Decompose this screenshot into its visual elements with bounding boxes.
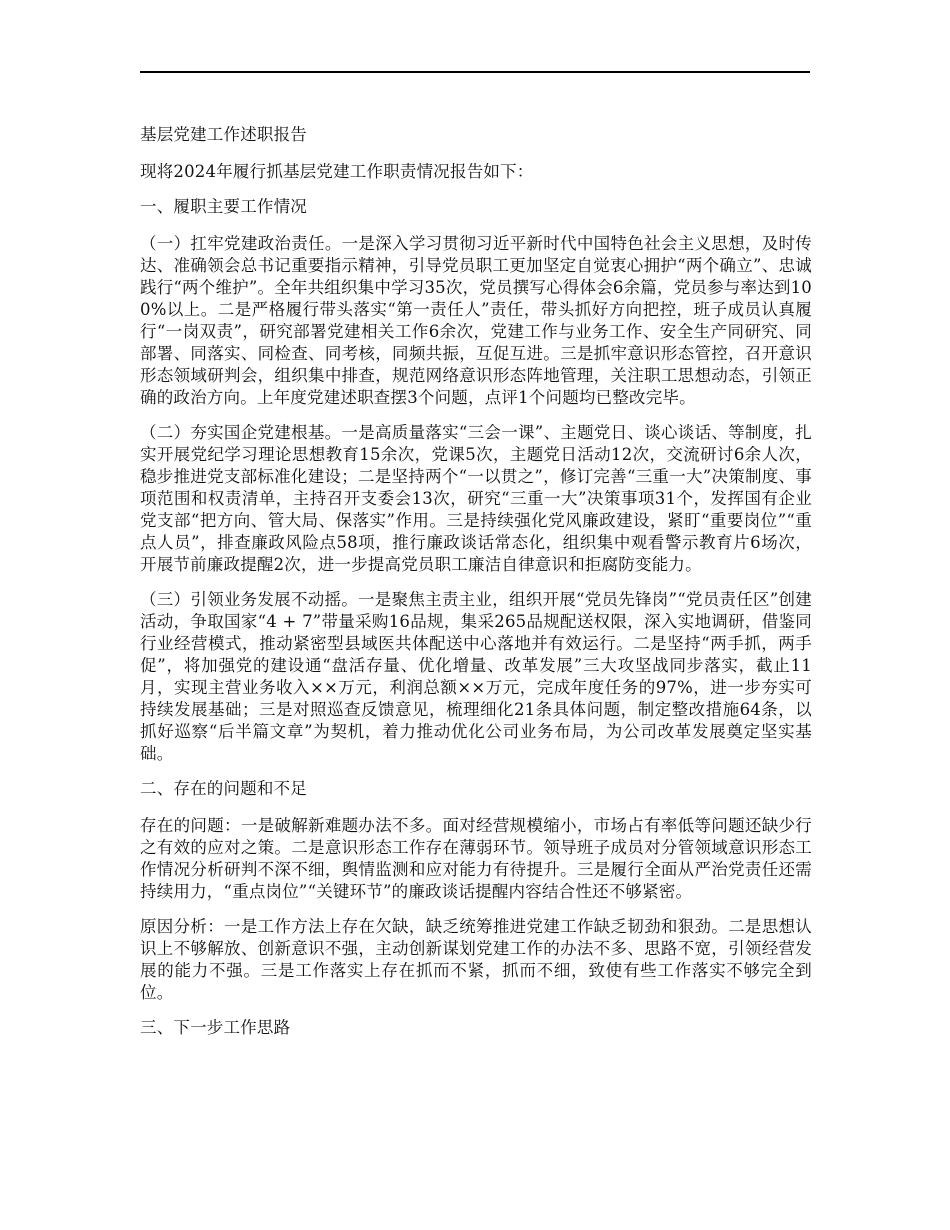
section-2-paragraph-2: 原因分析：一是工作方法上存在欠缺，缺乏统筹推进党建工作缺乏韧劲和狠劲。二是思想认识上不够解放、创新意识不强，主动创新谋划党建工作的办法不多、思路不宽，引领经营发展的能力不强。三是工作落实上存在抓而不紧，抓而不细，致使有些工作落实不够完全到位。 [140, 917, 812, 1002]
section-1-paragraph-1: （一）扛牢党建政治责任。一是深入学习贯彻习近平新时代中国特色社会主义思想，及时传达、准确领会总书记重要指示精神，引导党员职工更加坚定自觉衷心拥护“两个确立”、忠诚践行“两个维护”。全年共组织集中学习35次，党员撰写心得体会6余篇，党员参与率达到100%以上。二是严格履行带头落实“第一责任人”责任，带头抓好方向把控，班子成员认真履行“一岗双责”，研究部署党建相关工作6余次，党建工作与业务工作、安全生产同研究、同部署、同落实、同检查、同考核，同频共振，互促互进。三是抓牢意识形态管控，召开意识形态领域研判会，组织集中排查，规范网络意识形态阵地管理，关注职工思想动态，引领正确的政治方向。上年度党建述职查摆3个问题，点评1个问题均已整改完毕。 [140, 234, 812, 407]
section-2-paragraph-1: 存在的问题：一是破解新难题办法不多。面对经营规模缩小，市场占有率低等问题还缺少行之有效的应对之策。二是意识形态工作存在薄弱环节。领导班子成员对分管领域意识形态工作情况分析研判不深不细，舆情监测和应对能力有待提升。三是履行全面从严治党责任还需持续用力，“重点岗位”“关键环节”的廉政谈话提醒内容结合性还不够紧密。 [140, 816, 812, 901]
document-title: 基层党建工作述职报告 [140, 125, 307, 144]
section-heading-1: 一、履职主要工作情况 [140, 197, 307, 216]
section-heading-3: 三、下一步工作思路 [140, 1018, 291, 1037]
document-body [140, 124, 812, 1054]
intro-paragraph: 现将2024年履行抓基层党建工作职责情况报告如下： [140, 162, 534, 181]
section-heading-2: 二、存在的问题和不足 [140, 779, 307, 798]
section-1-paragraph-2: （二）夯实国企党建根基。一是高质量落实“三会一课”、主题党日、谈心谈话、等制度，扎实开展党纪学习理论思想教育15余次，党课5次，主题党日活动12次，交流研讨6余人次，稳步推进党支部标准化建设；二是坚持两个“一以贯之”，修订完善“三重一大”决策制度、事项范围和权责清单，主持召开支委会13次，研究“三重一大”决策事项31个，发挥国有企业党支部“把方向、管大局、保落实”作用。三是持续强化党风廉政建设，紧盯“重要岗位”“重点人员”，排查廉政风险点58项，推行廉政谈话常态化，组织集中观看警示教育片6场次，开展节前廉政提醒2次，进一步提高党员职工廉洁自律意识和拒腐防变能力。 [140, 423, 812, 574]
section-1-paragraph-3: （三）引领业务发展不动摇。一是聚焦主责主业，组织开展“党员先锋岗”“党员责任区”创建活动，争取国家“4 + 7”带量采购16品规，集采265品规配送权限，深入实地调研，借鉴同行业经营模式，推动紧密型县域医共体配送中心落地并有效运行。二是坚持“两手抓，两手促”，将加强党的建设通“盘活存量、优化增量、改革发展”三大攻坚战同步落实，截止11月，实现主营业务收入××万元，利润总额××万元，完成年度任务的97%，进一步夯实可持续发展基础；三是对照巡查反馈意见，梳理细化21条具体问题，制定整改措施64条，以抓好巡察“后半篇文章”为契机，着力推动优化公司业务布局，为公司改革发展奠定坚实基础。 [140, 590, 812, 763]
header-rule [140, 71, 810, 73]
